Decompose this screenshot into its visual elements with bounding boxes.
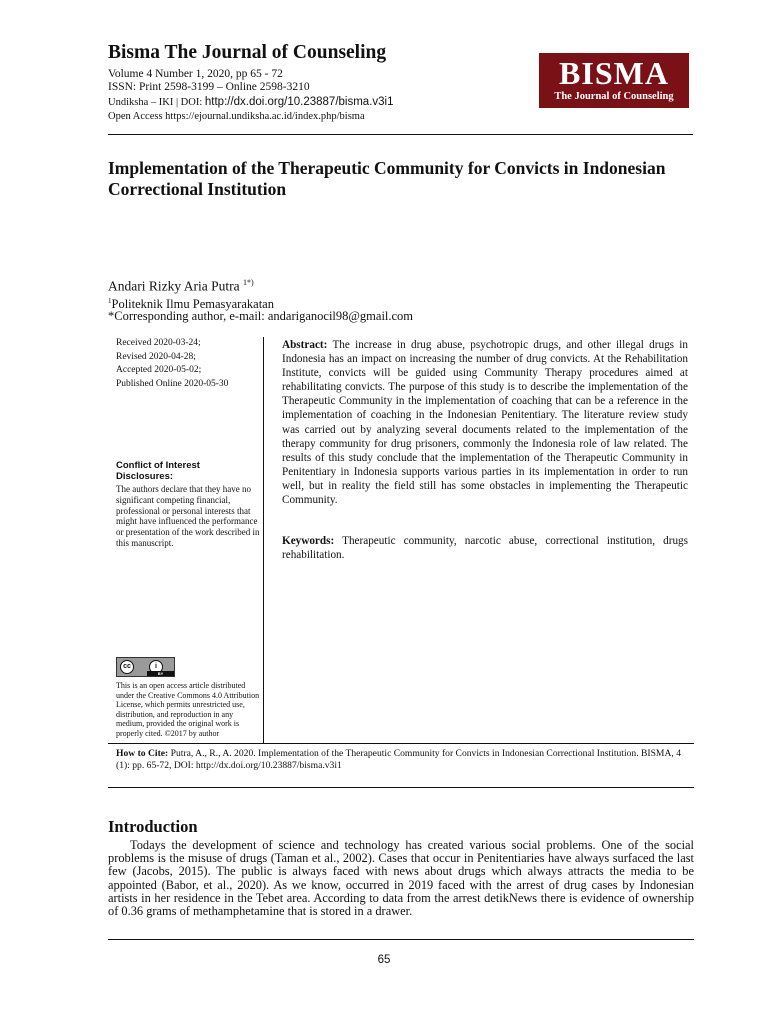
cite-top-divider — [108, 743, 694, 744]
keywords — [282, 534, 688, 562]
introduction-body — [108, 839, 694, 918]
column-divider — [263, 337, 264, 743]
abstract-text: The increase in drug abuse, psychotropic drugs, and other illegal drugs in Indonesia has an impact on increasing the number of drug convicts. At the Rehabilitation Institute, convicts will be guided using Community Therapy procedures aimed at rehabilitating convicts. The purpose of this study is to describe the implementation of the Therapeutic Community in the implementation of coaching that can be a reference in the implementation of coaching in the Indonesian Penitentiary. The literature review study was carried out by analyzing several documents related to the implementation of the therapy community for drug prisoners, commonly the Indonesia role of law related. The results of this study conclude that the implementation of the Therapeutic Community in Penitentiary in Indonesia supports various parties in its implementation in order to run well, but in reality the field still has some obstacles in implementing the Therapeutic Community. — [282, 339, 688, 507]
conflict-text: The authors declare that they have no significant competing financial, professional or personal interests that might have influenced the performance or presentation of the work described in this manuscript. — [116, 484, 260, 548]
how-to-cite — [116, 748, 694, 772]
journal-name: Bisma The Journal of Counseling — [108, 42, 387, 63]
keywords-label: Keywords: — [282, 535, 335, 547]
article-title: Implementation of the Therapeutic Community for Convicts in Indonesian Correctional Institution — [108, 158, 666, 199]
author-line — [108, 278, 254, 295]
revised-date: Revised 2020-04-28; — [116, 351, 196, 362]
author-name: Andari Rizky Aria Putra — [108, 278, 240, 294]
abstract-label: Abstract: — [282, 339, 328, 351]
abstract — [282, 338, 688, 507]
affiliation: Politeknik Ilmu Pemasyarakatan — [111, 297, 274, 312]
header-divider — [108, 134, 693, 135]
footer-divider — [108, 939, 694, 940]
issn-line: ISSN: Print 2598-3199 – Online 2598-3210 — [108, 81, 310, 93]
by-label: BY — [157, 671, 164, 676]
cc-icon: cc — [120, 660, 134, 674]
logo-subtitle: The Journal of Counseling — [554, 91, 674, 102]
page-number: 65 — [377, 954, 391, 966]
volume-line: Volume 4 Number 1, 2020, pp 65 - 72 — [108, 68, 283, 80]
bisma-logo — [539, 53, 689, 108]
by-strip — [147, 671, 174, 676]
corresponding-author[interactable]: *Corresponding author, e-mail: andariganocil98@gmail.com — [108, 309, 414, 323]
cite-bottom-divider — [108, 787, 694, 788]
publisher-prefix: Undiksha – IKI | DOI: — [108, 97, 205, 108]
cc-by-license-icon[interactable] — [116, 657, 175, 677]
conflict-title: Conflict of Interest Disclosures: — [116, 460, 200, 482]
introduction-paragraph: Todays the development of science and technology has created various social problems. One of the social problems is the misuse of drugs (Taman et al., 2002). Cases that occur in Penitentiaries have always surfaced the last few (Jacobs, 2015). The public is always faced with news about drugs which always attracts the media to be appointed (Babor, et al., 2020). As we know, occurred in 2019 faced with the arrest of drug cases by Indonesian artists in her residence in the Tebet area. According to data from the arrest detikNews there is evidence of ownership of 0.36 grams of methamphetamine that is stored in a drawer. — [108, 838, 694, 919]
doi-link[interactable]: http://dx.doi.org/10.23887/bisma.v3i1 — [204, 96, 394, 108]
attribution-icon: i — [149, 660, 163, 674]
author-marker: 1*) — [242, 278, 254, 287]
cite-label: How to Cite: — [116, 748, 169, 759]
open-access-line[interactable]: Open Access https://ejournal.undiksha.ac.id/index.php/bisma — [108, 111, 365, 122]
cite-text: Putra, A., R., A. 2020. Implementation of the Therapeutic Community for Convicts in Indonesian Correctional Institution. BISMA, 4 (1): pp. 65-72, DOI: http://dx.doi.org/10.23887/bisma.v3i1 — [116, 748, 681, 771]
received-date: Received 2020-03-24; — [116, 338, 201, 348]
affiliation-marker: 1 — [108, 297, 112, 305]
accepted-date: Accepted 2020-05-02; — [116, 365, 202, 375]
published-date: Published Online 2020-05-30 — [116, 378, 229, 389]
doi-line — [108, 96, 393, 109]
license-text: This is an open access article distributed under the Creative Commons 4.0 Attribution License, which permits unrestricted use, distribution, and reproduction in any medium, provided the original work is properly cited. ©2017 by author — [116, 681, 260, 738]
keywords-text: Therapeutic community, narcotic abuse, correctional institution, drugs rehabilitation. — [282, 535, 688, 562]
article-dates — [116, 337, 228, 391]
introduction-heading: Introduction — [108, 817, 198, 836]
logo-title: BISMA — [559, 55, 669, 91]
